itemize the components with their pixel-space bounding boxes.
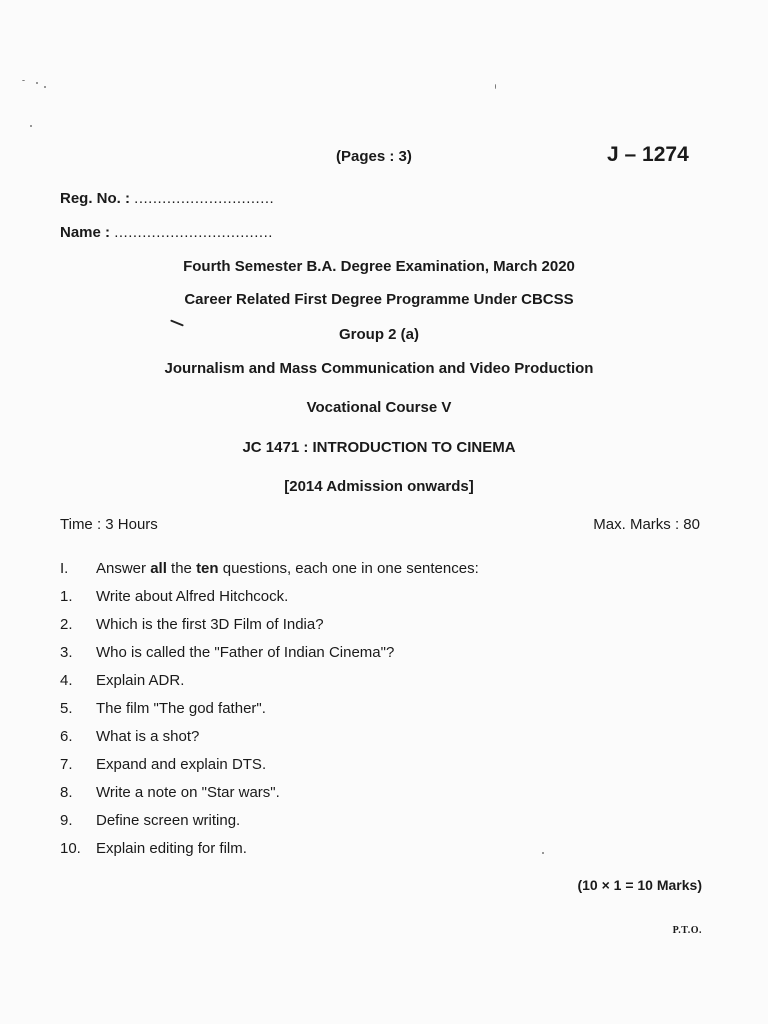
page-count: (Pages : 3) (336, 148, 412, 165)
instruction-text (96, 560, 479, 577)
instruction-ten: ten (196, 560, 219, 577)
subject-title: Journalism and Mass Communication and Video Production (164, 360, 594, 377)
question-number: 8. (60, 784, 73, 801)
question-number: 6. (60, 728, 73, 745)
question-number: 9. (60, 812, 73, 829)
instruction-part: questions, each one in one sentences: (218, 560, 479, 577)
question-row (60, 700, 700, 720)
programme-title: Career Related First Degree Programme Under CBCSS (184, 291, 574, 308)
question-number: 5. (60, 700, 73, 717)
question-row (60, 812, 700, 832)
section-instruction (60, 560, 700, 580)
question-text: Explain editing for film. (96, 840, 247, 857)
exam-code: J – 1274 (607, 143, 689, 166)
scan-speck (22, 80, 25, 81)
scan-speck (495, 84, 496, 89)
please-turn-over: P.T.O. (672, 925, 702, 936)
marks-allocation: (10 × 1 = 10 Marks) (577, 877, 702, 893)
admission-note: [2014 Admission onwards] (284, 478, 474, 495)
question-text: What is a shot? (96, 728, 200, 745)
question-text: Explain ADR. (96, 672, 185, 689)
reg-no-dots: .............................. (134, 190, 275, 207)
question-row (60, 784, 700, 804)
question-text: Who is called the "Father of Indian Cinema"? (96, 644, 395, 661)
question-number: 4. (60, 672, 73, 689)
scan-speck (44, 86, 46, 88)
reg-no-field (60, 190, 274, 207)
question-number: 7. (60, 756, 73, 773)
question-number: 10. (60, 840, 81, 857)
instruction-part: the (166, 560, 197, 577)
question-number: 1. (60, 588, 73, 605)
exam-title: Fourth Semester B.A. Degree Examination, March 2020 (183, 258, 575, 275)
name-label: Name : (60, 224, 111, 241)
instruction-part: Answer (96, 560, 151, 577)
scan-speck (30, 125, 32, 127)
question-row (60, 756, 700, 776)
question-text: Expand and explain DTS. (96, 756, 267, 773)
course-title: Vocational Course V (306, 399, 452, 416)
scan-speck (36, 82, 38, 84)
question-row (60, 588, 700, 608)
reg-no-label: Reg. No. : (60, 190, 130, 207)
question-text: The film "The god father". (96, 700, 266, 717)
question-row (60, 672, 700, 692)
paper-title: JC 1471 : INTRODUCTION TO CINEMA (242, 439, 516, 456)
question-row (60, 840, 700, 860)
question-text: Which is the first 3D Film of India? (96, 616, 324, 633)
instruction-all: all (150, 560, 167, 577)
question-number: 3. (60, 644, 73, 661)
question-row (60, 616, 700, 636)
question-number: 2. (60, 616, 73, 633)
question-text: Write a note on "Star wars". (96, 784, 280, 801)
question-row (60, 728, 700, 748)
section-numeral: I. (60, 560, 69, 577)
question-text: Define screen writing. (96, 812, 241, 829)
max-marks: Max. Marks : 80 (593, 516, 700, 533)
question-text: Write about Alfred Hitchcock. (96, 588, 289, 605)
name-field (60, 224, 273, 241)
group-title: Group 2 (a) (338, 326, 419, 343)
name-dots: .................................. (114, 224, 273, 241)
question-row (60, 644, 700, 664)
exam-duration: Time : 3 Hours (60, 516, 158, 533)
